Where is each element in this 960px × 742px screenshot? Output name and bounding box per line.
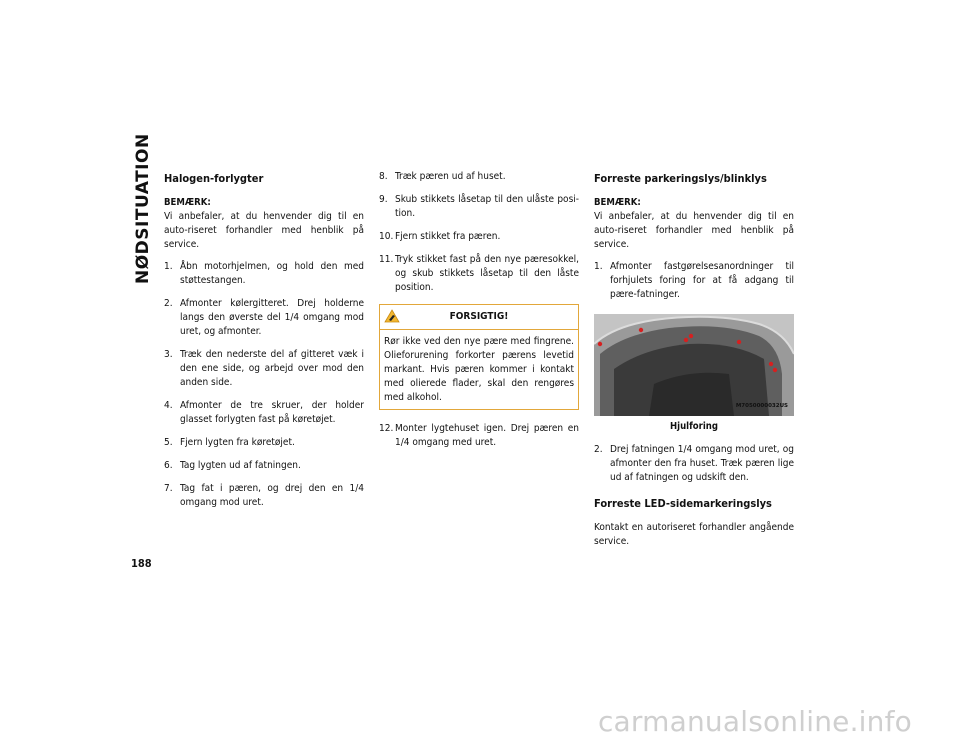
step-item [594,443,794,485]
fastener-marker [684,338,688,342]
caution-title: FORSIGTIG! [449,311,509,322]
heading-parking-lights: Forreste parkeringslys/blinklys [594,172,767,185]
caution-text: Rør ikke ved den nye pære med fingrene. Olieforurening forkorter pærens levetid markant. Hvis pæren kommer i kontakt med olierede flader, skal den rengøres med alkohol. [384,336,574,403]
step-text: Træk pæren ud af huset. [395,171,506,182]
step-number: 7. [164,483,173,494]
step-text: Fjern lygten fra køretøjet. [180,437,295,448]
step-text: Træk den nederste del af gitteret væk i den ene side, og arbejd over mod den anden side. [180,349,364,388]
fastener-marker [773,368,777,372]
step-number: 11. [379,254,394,265]
step-item [164,348,364,390]
step-number: 2. [594,444,603,455]
steps-list-3 [594,260,794,302]
step-text: Drej fatningen 1/4 omgang mod uret, og afmonter den fra huset. Træk pæren lige ud af fatningen og udskift den. [610,444,794,483]
step-item [379,230,579,244]
step-text: Afmonter kølergitteret. Drej holderne langs den øverste del 1/4 omgang mod uret, og afmonter. [180,298,364,337]
column-3 [594,170,794,557]
step-number: 3. [164,349,173,360]
step-number: 1. [594,261,603,272]
figure-code: M7050000032US [735,403,788,409]
step-text: Afmonter de tre skruer, der holder glasset forlygten fast på køretøjet. [180,400,364,425]
step-number: 5. [164,437,173,448]
step-number: 12. [379,423,394,434]
caution-header [380,305,578,330]
note-label: BEMÆRK: [594,197,641,208]
step-text: Tag fat i pæren, og drej den en 1/4 omgang mod uret. [180,483,364,508]
step-text: Afmonter fastgørelsesanordninger til forhjulets foring for at få adgang til pære-fatninger. [610,261,794,300]
heading-led-side-markers: Forreste LED-sidemarkeringslys [594,497,772,510]
fastener-marker [769,362,773,366]
step-number: 4. [164,400,173,411]
note-label: BEMÆRK: [164,197,211,208]
step-text: Tryk stikket fast på den nye pæresokkel, og skub stikkets låsetap til den låste position. [395,254,579,293]
step-number: 2. [164,298,173,309]
fastener-marker [737,340,741,344]
page-number: 188 [131,557,152,570]
watermark: carmanualsonline.info [597,705,912,738]
step-number: 9. [379,194,388,205]
step-item [164,482,364,510]
step-text: Skub stikkets låsetap til den ulåste posi-tion. [395,194,579,219]
step-item [594,260,794,302]
heading-halogen: Halogen-forlygter [164,172,264,185]
step-text: Monter lygtehuset igen. Drej pæren en 1/4 omgang med uret. [395,423,579,448]
fastener-marker [689,334,693,338]
section-title: NØDSITUATION [133,133,153,284]
fastener-marker [598,342,602,346]
step-item [379,193,579,221]
step-item [164,399,364,427]
note-text: Vi anbefaler, at du henvender dig til en auto-riseret forhandler med henblik på service. [164,211,364,250]
step-item [164,459,364,473]
steps-list-2b [379,422,579,450]
fastener-marker [639,328,643,332]
column-1 [164,170,364,519]
section-side-tab [131,133,163,292]
step-text: Tag lygten ud af fatningen. [180,460,301,471]
note-text: Vi anbefaler, at du henvender dig til en auto-riseret forhandler med henblik på service. [594,211,794,250]
step-item [379,253,579,295]
body-led-side-markers: Kontakt en autoriseret forhandler angående service. [594,522,794,547]
step-item [379,422,579,450]
step-number: 8. [379,171,388,182]
caution-box [379,304,579,410]
steps-list-2 [379,170,579,295]
step-text: Fjern stikket fra pæren. [395,231,501,242]
steps-list-3b [594,443,794,485]
column-2 [379,170,579,459]
figure-caption: Hjulforing [669,421,719,432]
step-item [164,297,364,339]
step-item [164,260,364,288]
step-item [379,170,579,184]
step-text: Åbn motorhjelmen, og hold den med støttestangen. [180,261,364,286]
wheel-liner-figure [594,314,794,416]
step-number: 6. [164,460,173,471]
step-number: 10. [379,231,394,242]
step-number: 1. [164,261,173,272]
steps-list-1 [164,260,364,510]
step-item [164,436,364,450]
